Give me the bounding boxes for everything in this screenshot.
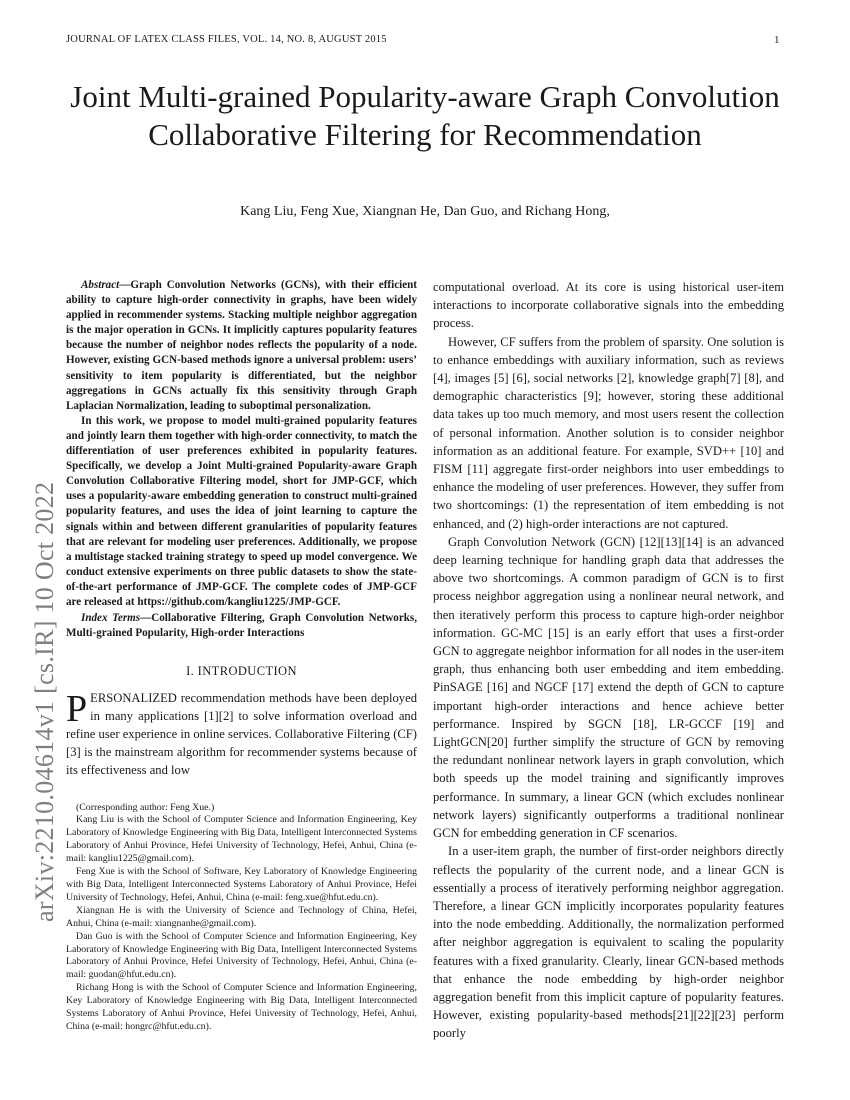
- body-paragraph: computational overload. At its core is using historical user-item interactions to incorporate collaborative signals into the embedding process.: [433, 280, 784, 331]
- footnote: Xiangnan He is with the University of Science and Technology of China, Hefei, Anhui, China (e-mail: xiangnanhe@gmail.com).: [66, 904, 417, 929]
- body-paragraph: Graph Convolution Network (GCN) [12][13][14] is an advanced deep learning technique for handling graph data that addresses the above two shortcomings. A common paradigm of GCN is to first process neighbor aggregation using a nonlinear neural network, and then iteratively perform this process to capture high-order neighbor information. GC-MC [15] is an early effort that uses a first-order GCN to aggregate neighbor information for all nodes in the user-item graph, thus enhancing both user embedding and item embedding. PinSAGE [16] and NGCF [17] extend the depth of GCN to capture important high-order interactions and hence achieve better performance. Inspired by SGCN [18], LR-GCCF [19] and LightGCN[20] further simplify the structure of GCN by removing the redundant nonlinear network layers in graph convolution, which both speeds up the model training and significantly improves performance. In summary, a linear GCN (which excludes nonlinear network layers) significantly outperforms a traditional nonlinear GCN for embedding generation in CF scenarios.: [433, 534, 784, 841]
- footnote: Dan Guo is with the School of Computer Science and Information Engineering, Key Laboratory of Knowledge Engineering with Big Data, Intelligent Interconnected Systems Laboratory of Anhui Province, Hefei University of Technology, Hefei, Anhui, China (e-mail: guodan@hfut.edu.cn).: [66, 930, 417, 981]
- footnote: Kang Liu is with the School of Computer Science and Information Engineering, Key Laboratory of Knowledge Engineering with Big Data, Intelligent Interconnected Systems Laboratory of Anhui Province, Hefei University of Technology, Hefei, Anhui, China (e-mail: kangliu1225@gmail.com).: [66, 814, 417, 865]
- abstract-lead: Abstract: [81, 279, 120, 291]
- body-paragraph: In a user-item graph, the number of first-order neighbors directly reflects the popularity of the current node, and a linear GCN is essentially a process of iteratively performing neighbor aggregation. Therefore, a linear GCN implicitly incorporates popularity features into the node embedding. Additionally, the normalization performed after neighbor aggregation is equivalent to scaling the popularity features with a fixed granularity. Clearly, linear GCN-based methods that enhance the node embedding by high-order neighbor aggregation benefit from this implicit capture of popularity features. However, existing popularity-based methods[21][22][23] perform poorly: [433, 844, 784, 1041]
- right-column: [433, 278, 784, 1043]
- footnote: Richang Hong is with the School of Computer Science and Information Engineering, Key Laboratory of Knowledge Engineering with Big Data, Intelligent Interconnected Systems Laboratory of Anhui Province, Hefei University of Technology, Hefei, Anhui, China (e-mail: hongrc@hfut.edu.cn).: [66, 982, 417, 1032]
- drop-cap: P: [66, 687, 88, 730]
- abstract-paragraph: [66, 278, 417, 414]
- index-terms-text: —Collaborative Filtering, Graph Convolution Networks, Multi-grained Popularity, High-order Interactions: [66, 612, 418, 640]
- abstract-paragraph-2: In this work, we propose to model multi-grained popularity features and jointly learn them together with high-order connectivity, to match the differentiation of user preferences exhibited in popularity features. Specifically, we develop a Joint Multi-grained Popularity-aware Graph Convolution Collaborative Filtering model, short for JMP-GCF, which uses a popularity-aware embedding generation to construct multi-grained popularity features, and uses the idea of joint learning to capture the signals within and between different granularities of popularity features that are relevant for modeling user preferences. Additionally, we propose a multistage stacked training strategy to speed up model convergence. We conduct extensive experiments on three public datasets to show the state-of-the-art performance of JMP-GCF. The complete codes of JMP-GCF are released at https://github.com/kangliu1225/JMP-GCF.: [66, 414, 417, 608]
- footnote: (Corresponding author: Feng Xue.): [76, 801, 215, 813]
- author-list: Kang Liu, Feng Xue, Xiangnan He, Dan Guo, and Richang Hong,: [240, 204, 610, 219]
- index-terms: [66, 611, 417, 641]
- intro-paragraph: [66, 689, 417, 780]
- page-number: 1: [774, 34, 780, 46]
- paper-title: Joint Multi-grained Popularity-aware Graph Convolution Collaborative Filtering for Recommendation: [70, 79, 780, 152]
- intro-text: ERSONALIZED recommendation methods have been deployed in many applications [1][2] to solve information overload and refine user experience in online services. Collaborative Filtering (CF) [3] is the mainstream algorithm for recommender systems because of its effectiveness and low: [66, 690, 417, 778]
- body-paragraph: However, CF suffers from the problem of sparsity. One solution is to enhance embeddings with auxiliary information, such as reviews [4], images [5] [6], social networks [2], knowledge graph[7] [8], and demographic characteristics [9]; however, storing these additional data takes up too much memory, and most users resent the collection of personal information. Another solution is to consider neighbor information as an additional feature. For example, SVD++ [10] and FISM [11] aggregate first-order neighbors into user embeddings to enhance the modeling of user preferences. However, they suffer from two shortcomings: (1) the representation of item embedding is not enhanced, and (2) high-order interactions are not captured.: [433, 334, 784, 531]
- section-heading: I. INTRODUCTION: [186, 664, 297, 679]
- abstract-text: —Graph Convolution Networks (GCNs), with their efficient ability to capture high-order connectivity in graphs, have been widely applied in recommender systems. Stacking multiple neighbor aggregation is the major operation in GCNs. It implicitly captures popularity features because the number of neighbor nodes reflects the popularity of a node. However, existing GCN-based methods ignore a universal problem: users’ sensitivity to item popularity is differentiated, but the neighbor aggregations in GCNs actually fix this sensitivity through Graph Laplacian Normalization, leading to suboptimal personalization.: [66, 279, 417, 412]
- running-head: JOURNAL OF LATEX CLASS FILES, VOL. 14, NO. 8, AUGUST 2015: [66, 34, 387, 45]
- index-terms-lead: Index Terms: [81, 612, 141, 625]
- footnote: Feng Xue is with the School of Software, Key Laboratory of Knowledge Engineering with Big Data, Intelligent Interconnected Systems Laboratory of Anhui Province, Hefei University of Technology, Hefei, Anhui, China (e-mail: feng.xue@hfut.edu.cn).: [66, 866, 417, 903]
- footnotes: [66, 802, 417, 1034]
- arxiv-stamp: arXiv:2210.04614v1 [cs.IR] 10 Oct 2022: [30, 481, 59, 922]
- left-column: [66, 278, 417, 1034]
